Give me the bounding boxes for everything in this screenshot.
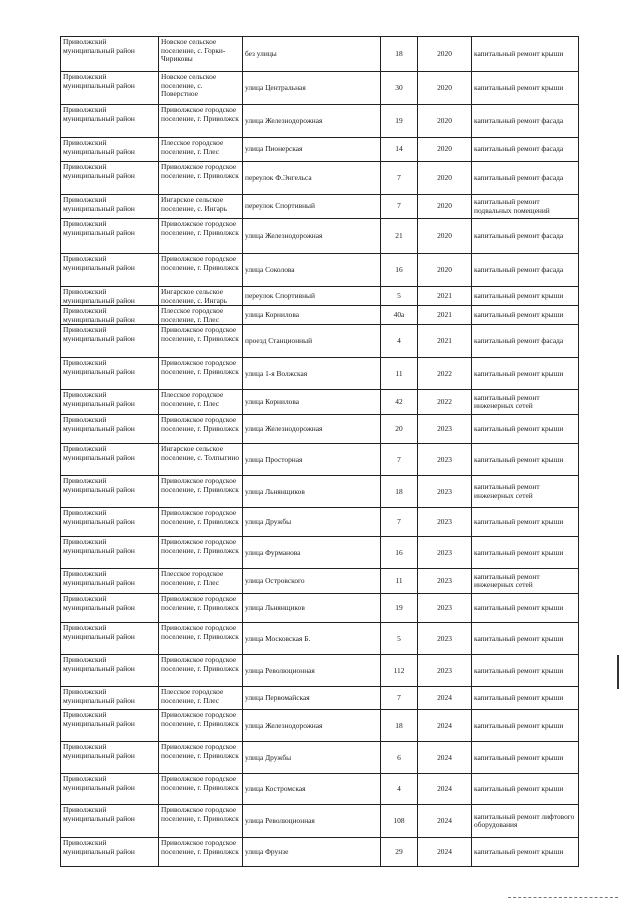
year-cell: 2023 <box>418 623 472 655</box>
year-cell: 2023 <box>418 569 472 594</box>
house-number-cell: 7 <box>381 687 418 710</box>
district-cell: Приволжский муниципальный район <box>61 254 159 287</box>
house-number-cell: 20 <box>381 415 418 444</box>
street-cell: улица Революционная <box>243 805 381 838</box>
district-cell: Приволжский муниципальный район <box>61 838 159 867</box>
table-row <box>61 687 579 710</box>
street-cell: улица Железнодорожная <box>243 105 381 138</box>
work-type-cell: капитальный ремонт фасада <box>472 325 579 358</box>
street-cell: улица Корнилова <box>243 306 381 325</box>
settlement-cell: Ингарское сельское поселение, с. Ингарь <box>159 195 243 219</box>
table-row <box>61 195 579 219</box>
year-cell: 2020 <box>418 195 472 219</box>
house-number-cell: 5 <box>381 623 418 655</box>
street-cell: улица Льнянщиков <box>243 594 381 623</box>
settlement-cell: Приволжское городское поселение, г. Приволжск <box>159 774 243 805</box>
table-row <box>61 219 579 254</box>
settlement-cell: Новское сельское поселение, с. Горки-Чириковы <box>159 37 243 72</box>
year-cell: 2023 <box>418 594 472 623</box>
street-cell: улица Льнянщиков <box>243 476 381 508</box>
house-number-cell: 6 <box>381 742 418 774</box>
street-cell: переулок Спортивный <box>243 287 381 306</box>
house-number-cell: 7 <box>381 162 418 195</box>
house-number-cell: 4 <box>381 774 418 805</box>
table-row <box>61 306 579 325</box>
work-type-cell: капитальный ремонт крыши <box>472 415 579 444</box>
year-cell: 2020 <box>418 138 472 162</box>
settlement-cell: Приволжское городское поселение, г. Приволжск <box>159 415 243 444</box>
table-row <box>61 569 579 594</box>
district-cell: Приволжский муниципальный район <box>61 508 159 537</box>
work-type-cell: капитальный ремонт лифтового оборудования <box>472 805 579 838</box>
year-cell: 2021 <box>418 325 472 358</box>
settlement-cell: Приволжское городское поселение, г. Приволжск <box>159 219 243 254</box>
work-type-cell: капитальный ремонт крыши <box>472 742 579 774</box>
settlement-cell: Приволжское городское поселение, г. Приволжск <box>159 254 243 287</box>
work-type-cell: капитальный ремонт крыши <box>472 508 579 537</box>
street-cell: улица Островского <box>243 569 381 594</box>
settlement-cell: Приволжское городское поселение, г. Приволжск <box>159 162 243 195</box>
year-cell: 2024 <box>418 838 472 867</box>
house-number-cell: 29 <box>381 838 418 867</box>
district-cell: Приволжский муниципальный район <box>61 72 159 105</box>
settlement-cell: Плесское городское поселение, г. Плес <box>159 569 243 594</box>
street-cell: переулок Спортивный <box>243 195 381 219</box>
street-cell: улица Центральная <box>243 72 381 105</box>
district-cell: Приволжский муниципальный район <box>61 805 159 838</box>
table-row <box>61 138 579 162</box>
district-cell: Приволжский муниципальный район <box>61 162 159 195</box>
year-cell: 2024 <box>418 710 472 742</box>
work-type-cell: капитальный ремонт крыши <box>472 838 579 867</box>
district-cell: Приволжский муниципальный район <box>61 476 159 508</box>
work-type-cell: капитальный ремонт инженерных сетей <box>472 569 579 594</box>
district-cell: Приволжский муниципальный район <box>61 37 159 72</box>
house-number-cell: 19 <box>381 594 418 623</box>
table-row <box>61 287 579 306</box>
street-cell: улица 1-я Волжская <box>243 358 381 390</box>
district-cell: Приволжский муниципальный район <box>61 444 159 476</box>
district-cell: Приволжский муниципальный район <box>61 594 159 623</box>
district-cell: Приволжский муниципальный район <box>61 687 159 710</box>
district-cell: Приволжский муниципальный район <box>61 710 159 742</box>
street-cell: улица Московская Б. <box>243 623 381 655</box>
street-cell: без улицы <box>243 37 381 72</box>
footer-line <box>508 897 618 899</box>
street-cell: улица Железнодорожная <box>243 219 381 254</box>
year-cell: 2022 <box>418 390 472 415</box>
district-cell: Приволжский муниципальный район <box>61 195 159 219</box>
street-cell: улица Соколова <box>243 254 381 287</box>
district-cell: Приволжский муниципальный район <box>61 306 159 325</box>
work-type-cell: капитальный ремонт фасада <box>472 138 579 162</box>
district-cell: Приволжский муниципальный район <box>61 105 159 138</box>
district-cell: Приволжский муниципальный район <box>61 287 159 306</box>
house-number-cell: 112 <box>381 655 418 687</box>
settlement-cell: Приволжское городское поселение, г. Приволжск <box>159 358 243 390</box>
street-cell: улица Дружбы <box>243 742 381 774</box>
house-number-cell: 16 <box>381 254 418 287</box>
house-number-cell: 18 <box>381 710 418 742</box>
street-cell: улица Корнилова <box>243 390 381 415</box>
settlement-cell: Плесское городское поселение, г. Плес <box>159 687 243 710</box>
work-type-cell: капитальный ремонт крыши <box>472 444 579 476</box>
street-cell: проезд Станционный <box>243 325 381 358</box>
house-number-cell: 42 <box>381 390 418 415</box>
table-row <box>61 623 579 655</box>
work-type-cell: капитальный ремонт крыши <box>472 655 579 687</box>
year-cell: 2020 <box>418 72 472 105</box>
work-type-cell: капитальный ремонт крыши <box>472 306 579 325</box>
work-type-cell: капитальный ремонт фасада <box>472 162 579 195</box>
work-type-cell: капитальный ремонт крыши <box>472 358 579 390</box>
year-cell: 2020 <box>418 37 472 72</box>
district-cell: Приволжский муниципальный район <box>61 219 159 254</box>
street-cell: улица Железнодорожная <box>243 710 381 742</box>
house-number-cell: 108 <box>381 805 418 838</box>
street-cell: улица Костромская <box>243 774 381 805</box>
settlement-cell: Приволжское городское поселение, г. Приволжск <box>159 623 243 655</box>
district-cell: Приволжский муниципальный район <box>61 623 159 655</box>
work-type-cell: капитальный ремонт фасада <box>472 219 579 254</box>
work-type-cell: капитальный ремонт фасада <box>472 105 579 138</box>
street-cell: улица Железнодорожная <box>243 415 381 444</box>
district-cell: Приволжский муниципальный район <box>61 138 159 162</box>
house-number-cell: 16 <box>381 537 418 569</box>
district-cell: Приволжский муниципальный район <box>61 569 159 594</box>
table-row <box>61 105 579 138</box>
work-type-cell: капитальный ремонт крыши <box>472 710 579 742</box>
district-cell: Приволжский муниципальный район <box>61 537 159 569</box>
work-type-cell: капитальный ремонт крыши <box>472 594 579 623</box>
work-type-cell: капитальный ремонт крыши <box>472 37 579 72</box>
settlement-cell: Приволжское городское поселение, г. Приволжск <box>159 805 243 838</box>
table-row <box>61 444 579 476</box>
settlement-cell: Приволжское городское поселение, г. Приволжск <box>159 742 243 774</box>
settlement-cell: Приволжское городское поселение, г. Приволжск <box>159 838 243 867</box>
house-number-cell: 19 <box>381 105 418 138</box>
settlement-cell: Плесское городское поселение, г. Плес <box>159 390 243 415</box>
table-row <box>61 358 579 390</box>
work-type-cell: капитальный ремонт крыши <box>472 72 579 105</box>
work-type-cell: капитальный ремонт подвальных помещений <box>472 195 579 219</box>
table-row <box>61 37 579 72</box>
house-number-cell: 18 <box>381 476 418 508</box>
house-number-cell: 30 <box>381 72 418 105</box>
repair-schedule-table <box>60 36 579 867</box>
settlement-cell: Приволжское городское поселение, г. Приволжск <box>159 508 243 537</box>
house-number-cell: 21 <box>381 219 418 254</box>
district-cell: Приволжский муниципальный район <box>61 774 159 805</box>
table-row <box>61 710 579 742</box>
year-cell: 2023 <box>418 444 472 476</box>
year-cell: 2023 <box>418 415 472 444</box>
work-type-cell: капитальный ремонт крыши <box>472 537 579 569</box>
table-row <box>61 655 579 687</box>
settlement-cell: Плесское городское поселение, г. Плес <box>159 306 243 325</box>
year-cell: 2023 <box>418 476 472 508</box>
table-row <box>61 838 579 867</box>
settlement-cell: Плесское городское поселение, г. Плес <box>159 138 243 162</box>
settlement-cell: Приволжское городское поселение, г. Приволжск <box>159 325 243 358</box>
house-number-cell: 40а <box>381 306 418 325</box>
year-cell: 2020 <box>418 254 472 287</box>
house-number-cell: 7 <box>381 444 418 476</box>
work-type-cell: капитальный ремонт фасада <box>472 254 579 287</box>
street-cell: улица Просторная <box>243 444 381 476</box>
table-row <box>61 774 579 805</box>
district-cell: Приволжский муниципальный район <box>61 742 159 774</box>
street-cell: улица Первомайская <box>243 687 381 710</box>
table-row <box>61 805 579 838</box>
table-row <box>61 254 579 287</box>
year-cell: 2024 <box>418 805 472 838</box>
year-cell: 2023 <box>418 537 472 569</box>
margin-mark <box>617 655 619 689</box>
year-cell: 2024 <box>418 774 472 805</box>
house-number-cell: 7 <box>381 195 418 219</box>
district-cell: Приволжский муниципальный район <box>61 655 159 687</box>
settlement-cell: Приволжское городское поселение, г. Приволжск <box>159 710 243 742</box>
house-number-cell: 11 <box>381 358 418 390</box>
street-cell: улица Фурманова <box>243 537 381 569</box>
district-cell: Приволжский муниципальный район <box>61 390 159 415</box>
table-row <box>61 594 579 623</box>
house-number-cell: 14 <box>381 138 418 162</box>
settlement-cell: Приволжское городское поселение, г. Приволжск <box>159 655 243 687</box>
house-number-cell: 4 <box>381 325 418 358</box>
year-cell: 2020 <box>418 105 472 138</box>
street-cell: переулок Ф.Энгельса <box>243 162 381 195</box>
year-cell: 2022 <box>418 358 472 390</box>
house-number-cell: 7 <box>381 508 418 537</box>
table-row <box>61 415 579 444</box>
year-cell: 2021 <box>418 287 472 306</box>
year-cell: 2024 <box>418 742 472 774</box>
work-type-cell: капитальный ремонт инженерных сетей <box>472 390 579 415</box>
house-number-cell: 18 <box>381 37 418 72</box>
year-cell: 2023 <box>418 508 472 537</box>
district-cell: Приволжский муниципальный район <box>61 325 159 358</box>
table-row <box>61 325 579 358</box>
work-type-cell: капитальный ремонт крыши <box>472 687 579 710</box>
work-type-cell: капитальный ремонт инженерных сетей <box>472 476 579 508</box>
document-sheet <box>60 36 578 867</box>
street-cell: улица Революционная <box>243 655 381 687</box>
table-row <box>61 390 579 415</box>
year-cell: 2021 <box>418 306 472 325</box>
district-cell: Приволжский муниципальный район <box>61 415 159 444</box>
settlement-cell: Новское сельское поселение, с. Поверстное <box>159 72 243 105</box>
table-row <box>61 476 579 508</box>
settlement-cell: Приволжское городское поселение, г. Приволжск <box>159 594 243 623</box>
work-type-cell: капитальный ремонт крыши <box>472 623 579 655</box>
table-row <box>61 537 579 569</box>
street-cell: улица Пионерская <box>243 138 381 162</box>
street-cell: улица Фрунзе <box>243 838 381 867</box>
table-row <box>61 742 579 774</box>
district-cell: Приволжский муниципальный район <box>61 358 159 390</box>
house-number-cell: 5 <box>381 287 418 306</box>
table-row <box>61 162 579 195</box>
street-cell: улица Дружбы <box>243 508 381 537</box>
year-cell: 2023 <box>418 655 472 687</box>
table-row <box>61 508 579 537</box>
year-cell: 2020 <box>418 162 472 195</box>
settlement-cell: Приволжское городское поселение, г. Приволжск <box>159 476 243 508</box>
work-type-cell: капитальный ремонт крыши <box>472 287 579 306</box>
settlement-cell: Ингарское сельское поселение, с. Толпыгино <box>159 444 243 476</box>
house-number-cell: 11 <box>381 569 418 594</box>
work-type-cell: капитальный ремонт крыши <box>472 774 579 805</box>
year-cell: 2020 <box>418 219 472 254</box>
settlement-cell: Приволжское городское поселение, г. Приволжск <box>159 537 243 569</box>
year-cell: 2024 <box>418 687 472 710</box>
settlement-cell: Ингарское сельское поселение, с. Ингарь <box>159 287 243 306</box>
table-row <box>61 72 579 105</box>
settlement-cell: Приволжское городское поселение, г. Приволжск <box>159 105 243 138</box>
